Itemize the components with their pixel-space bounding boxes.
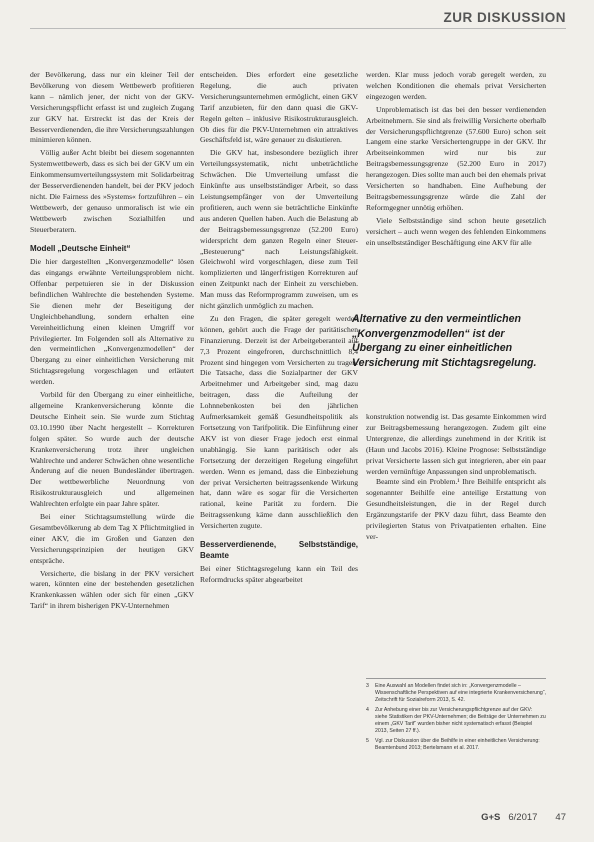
column-right-upper	[366, 70, 546, 251]
paragraph: Bei einer Stichtagsregelung kann ein Teil des Reformdrucks später abgearbeitet	[200, 564, 358, 585]
footnote	[366, 738, 546, 752]
paragraph: Die hier dargestellten „Konvergenzmodelle“ lösen das eingangs erwähnte Verteilungsproblem nicht. Offenbar perpetuieren sie in der Diskussion befindlichen Wahlrechte die bestehenden Systeme. Sie dienen mehr der Beseitigung der Ungleichbehandlung, sondern erhalten eine Vereinheitlichung einen kleinen Umgriff vor Privilegierter. Im Folgenden soll als Alternative zu den vermeintlichen „Konvergenzmodellen“ der Übergang zu einer einheitlichen Versicherung mit Stichtagsregelung vorgeschlagen und erläutert werden.	[30, 257, 194, 387]
subheading-deutsche-einheit: Modell „Deutsche Einheit“	[30, 243, 131, 253]
paragraph: Zu den Fragen, die später geregelt werden können, gehört auch die Frage der paritätischen Finanzierung. Derzeit ist der Arbeitgeberanteil auf 7,3 Prozent eingefroren, durchschnittlich 8,4 Prozent sind hingegen vom Versicherten zu tragen. Die Tatsache, dass die Sozialpartner der GKV Arbeitnehmer und Arbeitgeber sind, mag dazu beitragen, dass die Aufteilung der Lohnnebenkosten bei den jährlichen Aufmerksamkeit gemäß Gesundheitspolitik als Fortsetzung von Tarifpolitik. Die Einführung einer AKV ist von dieser Frage jedoch erst einmal unabhängig. Sie kann paritätisch oder als Fortsetzung der derzeitigen Regelung eingeführt werden. Wenn es jemand, dass die Einbeziehung der privat Versicherten beitragssenkende Wirkung hat, dann wäre es sogar für die Versicherten rational, keine Parität zu fordern. Die Beitragssenkung käme dann ausschließlich den Versicherten zugute.	[200, 313, 358, 531]
header-rule	[30, 28, 566, 29]
subheading-besserverdienende: Besserverdienende, Selbstständige, Beamte	[200, 540, 358, 560]
paragraph: Unproblematisch ist das bei den besser verdienenden Arbeitnehmern. Sie sind als freiwillig Versicherte oberhalb der Versicherungspflichtgrenze (57.600 Euro) schon seit Langem eine starke Versichertengruppe in der GKV. Ihr Arbeitseinkommen wird nur bis zur Beitragsbemessungsgrenze (52.200 Euro in 2017) herangezogen. Dies sollte man auch bei den ehemals privat Versicherten so handhaben. Eine Aufhebung der Beitragsbemessungsgrenze würde die Zahl der Reformgegner unnötig erhöhen.	[366, 104, 546, 212]
paragraph: Viele Selbstständige sind schon heute gesetzlich versichert – auch wenn wegen des fehlenden Einkommens ein unselbstständiger Beschäftigung eine AKV für alle	[366, 215, 546, 247]
page-number: 47	[555, 812, 566, 823]
paragraph: Versicherte, die bislang in der PKV versichert waren, könnten eine der bestehenden gesetzlichen Krankenkassen wählen oder sich für einen „GKV Tarif“ in ihrem bisherigen PKV-Unternehmen	[30, 568, 194, 611]
issue-number: 6/2017	[508, 812, 538, 823]
column-right-lower	[366, 412, 546, 543]
paragraph: entscheiden. Dies erfordert eine gesetzliche Regelung, die auch privaten Versicherungsunternehmen ermöglicht, einen GKV Tarif anzubieten, für den dann quasi die GKV-Regeln gelten – inklusive Risikostrukturausgleich. Ob dies für die PKV-Unternehmen ein attraktives Geschäftsfeld ist, wäre genauer zu diskutieren.	[200, 70, 358, 145]
footnote-text: Vgl. zur Diskussion über die Beihilfe in einer einheitlichen Versicherung: Beamtenbund 2013; Bertelsmann et al. 2017.	[375, 738, 540, 751]
paragraph: Die GKV hat, insbesondere bezüglich ihrer Verteilungssystematik, nicht unbeträchtliche Schwächen. Die Umverteilung umfasst die Einkünfte aus unselbstständiger Arbeit, so dass Leistungsempfänger von der Umverteilung profitieren, auch wenn sie beträchtliche Einkünfte aus anderen Quellen haben. Auch die Belastung ab der Beitragsbemessungsgrenze (52.200 Euro) widerspricht dem ganzen Regeln einer Steuer-„Besteuerung“ nach Leistungsfähigkeit. Gleichwohl wird vorgeschlagen, diese zum Teil komplizierten und längerfristigen Korrekturen auf einen Zeitpunkt nach der Einheit zu verschieben. Man muss das Reformprogramm zuweisen, um es nicht gänzlich unmöglich zu machen.	[200, 148, 358, 311]
footnote-text: Eine Auswahl an Modellen findet sich in: „Konvergenzmodelle – Wissenschaftliche Perspektiven auf eine integrierte Krankenversicherung“, Zeitschrift für Sozialreform 2013, S. 42.	[375, 683, 546, 703]
footnote-number: 5	[366, 738, 369, 744]
paragraph: Vorbild für den Übergang zu einer einheitliche, allgemeine Krankenversicherung könnte die Deutsche Einheit sein. Sie wurde zum Stichtag 03.10.1990 über Nacht hergestellt – Korrekturen folgen später. So wurde auch der deutsche Krankenversicherung trotz ihrer ungleichen Wahlrechte und anderer Schwächen ohne wesentliche Änderung auf die neuen Bundesländer übertragen. Der wettbewerbliche Neuordnung von Risikostrukturausgleich und allgemeinen Wahlrechten erfolgte ein paar Jahre später.	[30, 390, 194, 509]
footnote-number: 3	[366, 683, 369, 689]
paragraph: konstruktion notwendig ist. Das gesamte Einkommen wird zur Beitragsbemessung herangezogen. Zudem gilt eine Untergrenze, die allerdings zunehmend in der Kritik ist (Haun und Jacobs 2016). Kleine Prognose: Selbstständige privat Versicherte lassen sich gut integrieren, aber ein paar werden vernünftige Anpassungen sind unproblematisch.	[366, 412, 546, 476]
footnote	[366, 683, 546, 704]
section-title: ZUR DISKUSSION	[443, 10, 566, 25]
paragraph: Bei einer Stichtagsumstellung würde die Gesamtbevölkerung ab dem Tag X Pflichtmitglied in einer AKV, die im Großen und Ganzen den Versicherungsprinzipien der heutigen GKV entspräche.	[30, 512, 194, 565]
paragraph: Völlig außer Acht bleibt bei diesem sogenannten Systemwettbewerb, dass es sich bei der GKV um ein Einkommensumverteilungssystem mit Solidarbeitrag der Besserverdienenden handelt, bei der PKV jedoch nicht. Die Fairness des »Systems« fortzuführen – ein Wettbewerb, der genauso unmoralisch ist wie ein Wettbewerb zwischen Sozialhilfen und Steuerberatern.	[30, 148, 194, 234]
footnote-text: Zur Anhebung einer bis zur Versicherungspflichtgrenze auf der GKV: siehe Statistiken der PKV-Unternehmen; die Beiträge der Unternehmen zu einem „GKV Tarif“ wurden bisher nicht systematisch erfasst (Beispiel 2013, Seiten 27 ff.).	[375, 707, 546, 734]
column-left	[30, 70, 194, 614]
footnote-number: 4	[366, 707, 369, 713]
paragraph: Beamte sind ein Problem.¹ Ihre Beihilfe entspricht als sogenannter Beihilfe eine anteilige Erstattung von Gesundheitsleistungen, die in der Regel durch Ergänzungstarife der PKV dazu führt, dass Beamte den privilegierten Status von Privatpatienten erhalten. Eine ver-	[366, 477, 546, 541]
footnote	[366, 707, 546, 735]
page-footer	[481, 812, 566, 823]
pull-quote: Alternative zu den vermeintlichen „Konvergenzmodellen“ ist der Übergang zu einer einheitlichen Versicherung mit Stichtagsregelung.	[352, 313, 537, 369]
footnotes	[366, 678, 546, 755]
column-middle	[200, 70, 358, 588]
paragraph: werden. Klar muss jedoch vorab geregelt werden, zu welchen Konditionen die ehemals privat Versicherten eingezogen werden.	[366, 70, 546, 101]
magazine-brand: G+S	[481, 812, 501, 823]
paragraph: der Bevölkerung, dass nur ein kleiner Teil der Bevölkerung von diesem Wettbewerb profitieren kann – nämlich jener, der nicht von der GKV-Versicherungspflicht erfasst ist und zugleich Zugang zur GKV hat. Erstreckt ist das der Kreis der Besserverdienenden, die ihre Versicherungszahlungen minimieren können.	[30, 70, 194, 145]
